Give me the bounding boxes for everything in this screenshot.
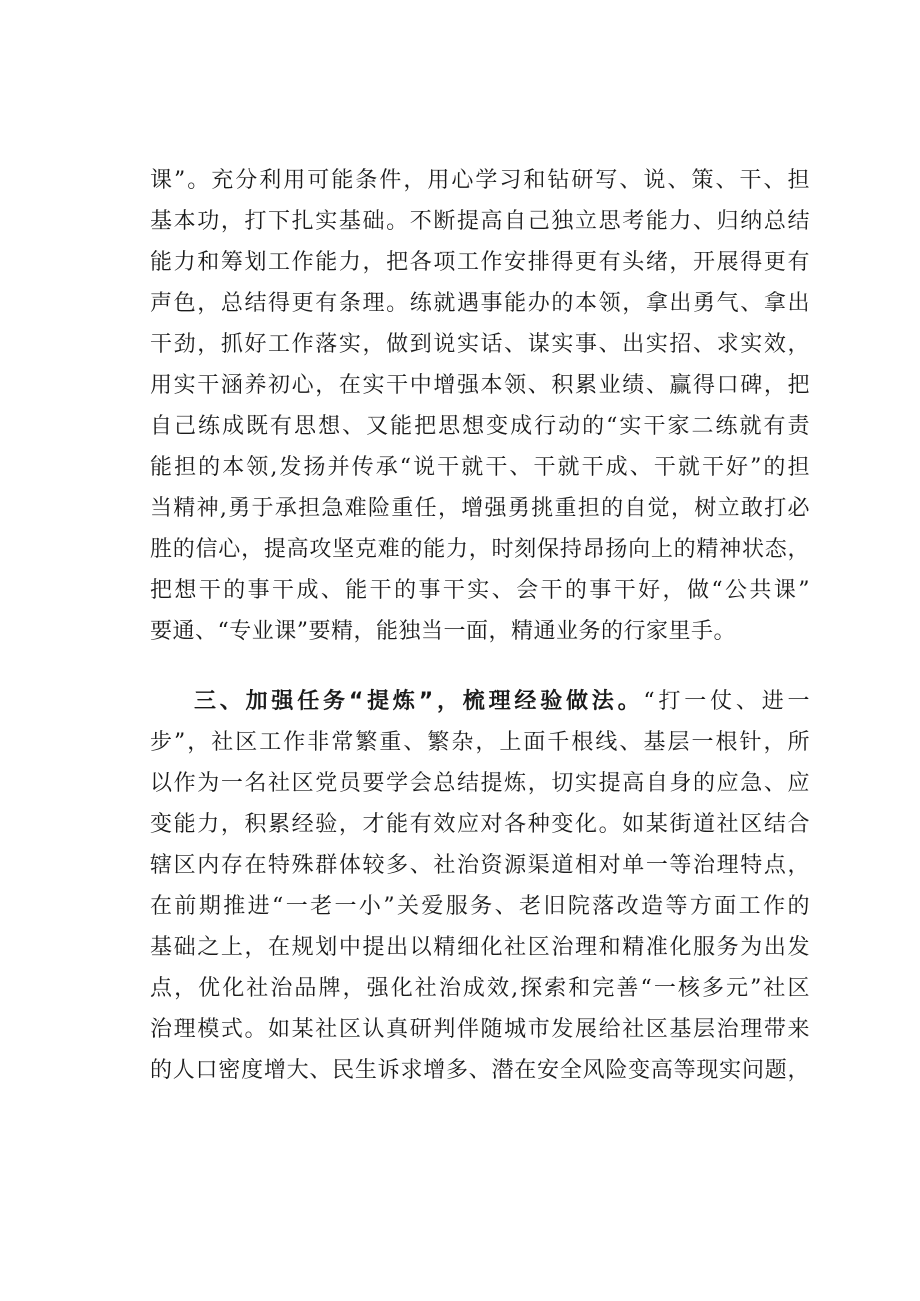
paragraph-line: 胜的信心，提高攻坚克难的能力，时刻保持昂扬向上的精神状态， bbox=[150, 537, 810, 562]
paragraph-line: 步”，社区工作非常繁重、繁杂，上面千根线、基层一根针，所 bbox=[150, 730, 810, 755]
paragraph-line: 干劲，抓好工作落实，做到说实话、谋实事、出实招、求实效， bbox=[150, 332, 810, 357]
paragraph-line: 自己练成既有思想、又能把思想变成行动的“实干家二练就有责 bbox=[150, 414, 810, 439]
paragraph-line: 能担的本领,发扬并传承“说干就干、干就干成、干就干好”的担 bbox=[150, 455, 810, 480]
paragraph-1 bbox=[150, 160, 810, 652]
paragraph-line: 变能力，积累经验，才能有效应对各种变化。如某街道社区结合 bbox=[150, 812, 810, 837]
paragraph-line: 辖区内存在特殊群体较多、社治资源渠道相对单一等治理特点， bbox=[150, 853, 810, 878]
paragraph-first-line-rest: “打一仗、进一 bbox=[643, 689, 811, 714]
section-heading: 三、加强任务“提炼”，梳理经验做法。 bbox=[194, 689, 644, 714]
paragraph-line: 能力和筹划工作能力，把各项工作安排得更有头绪，开展得更有 bbox=[150, 250, 810, 275]
paragraph-line: 用实干涵养初心，在实干中增强本领、积累业绩、赢得口碑，把 bbox=[150, 373, 810, 398]
paragraph-line: 基础之上，在规划中提出以精细化社区治理和精准化服务为出发 bbox=[150, 935, 810, 960]
paragraph-first-line bbox=[150, 681, 810, 722]
paragraph-2 bbox=[150, 681, 810, 1091]
paragraph-line: 课”。充分利用可能条件，用心学习和钻研写、说、策、干、担 bbox=[150, 168, 810, 193]
paragraph-line: 的人口密度增大、民生诉求增多、潜在安全风险变高等现实问题， bbox=[150, 1058, 810, 1083]
paragraph-line: 声色，总结得更有条理。练就遇事能办的本领，拿出勇气、拿出 bbox=[150, 291, 810, 316]
paragraph-line: 以作为一名社区党员要学会总结提炼，切实提高自身的应急、应 bbox=[150, 771, 810, 796]
paragraph-line: 把想干的事干成、能干的事干实、会干的事干好，做“公共课” bbox=[150, 578, 810, 603]
paragraph-line: 在前期推进“一老一小”关爱服务、老旧院落改造等方面工作的 bbox=[150, 894, 810, 919]
paragraph-line: 点，优化社治品牌，强化社治成效,探索和完善“一核多元”社区 bbox=[150, 976, 810, 1001]
paragraph-line: 要通、“专业课”要精，能独当一面，精通业务的行家里手。 bbox=[150, 619, 736, 644]
paragraph-line: 当精神,勇于承担急难险重任，增强勇挑重担的自觉，树立敢打必 bbox=[150, 496, 810, 521]
paragraph-line: 基本功，打下扎实基础。不断提高自己独立思考能力、归纳总结 bbox=[150, 209, 810, 234]
paragraph-line: 治理模式。如某社区认真研判伴随城市发展给社区基层治理带来 bbox=[150, 1017, 810, 1042]
